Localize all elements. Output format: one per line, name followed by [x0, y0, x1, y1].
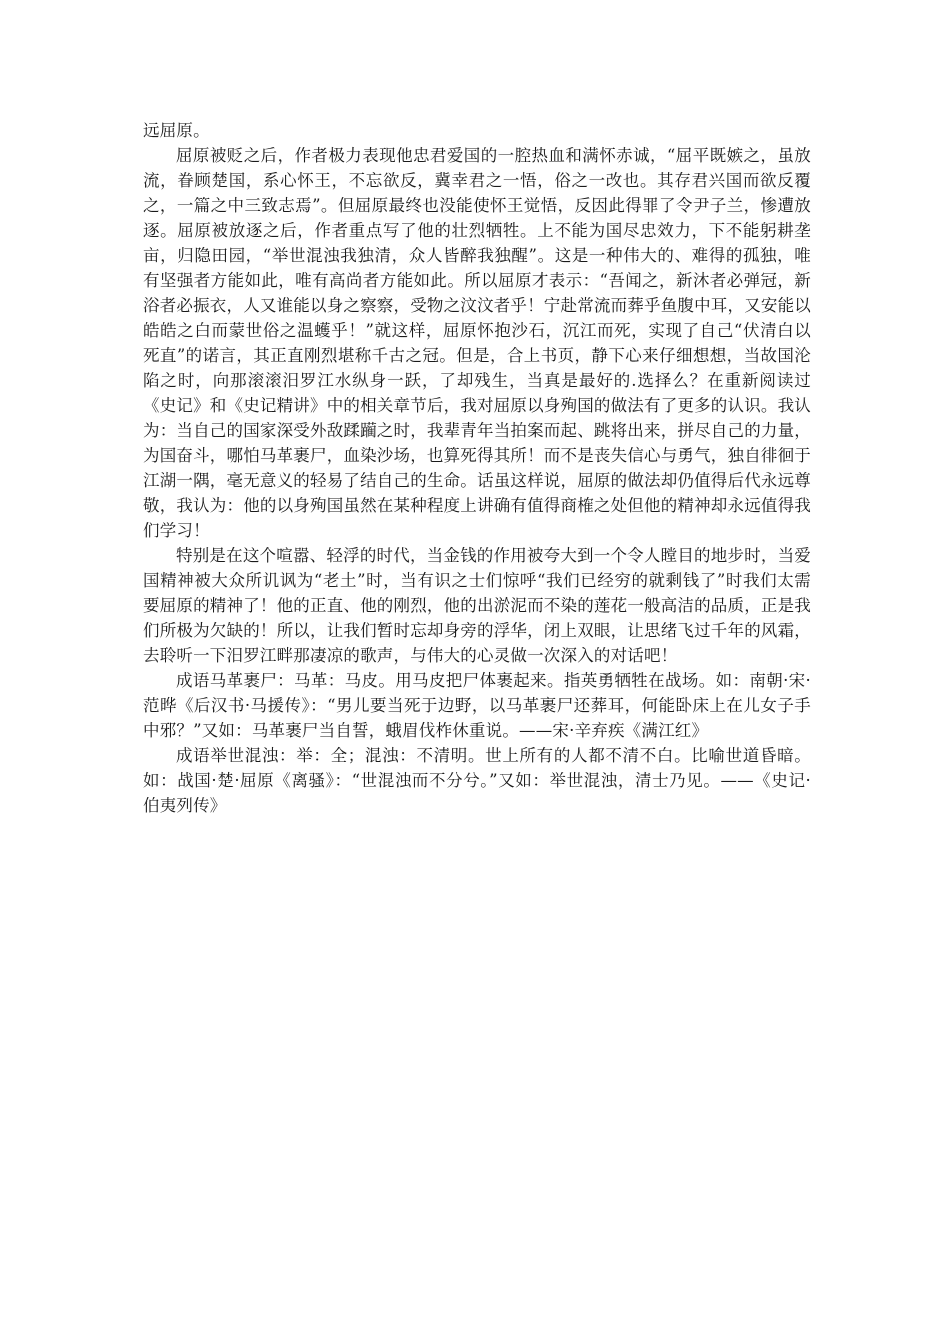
document-body — [143, 118, 811, 818]
paragraph-idiom-ma-ge-guo-shi: 成语马革裹尸：马革：马皮。用马皮把尸体裹起来。指英勇牺牲在战场。如：南朝·宋·范晔《后汉书·马援传》：“男儿要当死于边野，以马革裹尸还葬耳，何能卧床上在儿女子手中邪？”又如：马革裹尸当自誓，蛾眉伐柞休重说。——宋·辛弃疾《满江红》 — [143, 671, 811, 740]
paragraph-continuation: 远屈原。 — [143, 121, 210, 140]
paragraph-idiom-ju-shi-hun-zhuo: 成语举世混浊：举：全；混浊：不清明。世上所有的人都不清不白。比喻世道昏暗。如：战国·楚·屈原《离骚》：“世混浊而不分兮。”又如：举世混浊，清士乃见。——《史记·伯夷列传》 — [143, 746, 811, 815]
paragraph-qu-yuan-exile: 屈原被贬之后，作者极力表现他忠君爱国的一腔热血和满怀赤诚，“屈平既嫉之，虽放流，眷顾楚国，系心怀王，不忘欲反，冀幸君之一悟，俗之一改也。其存君兴国而欲反覆之，一篇之中三致志焉”。但屈原最终也没能使怀王觉悟，反因此得罪了令尹子兰，惨遭放逐。屈原被放逐之后，作者重点写了他的壮烈牺牲。上不能为国尽忠效力，下不能躬耕垄亩，归隐田园，“举世混浊我独清，众人皆醉我独醒”。这是一种伟大的、难得的孤独，唯有坚强者方能如此，唯有高尚者方能如此。所以屈原才表示：“吾闻之，新沐者必弹冠，新浴者必振衣，人又谁能以身之察察，受物之汶汶者乎！宁赴常流而葬乎鱼腹中耳，又安能以皓皓之白而蒙世俗之温蠖乎！”就这样，屈原怀抱沙石，沉江而死，实现了自己“伏清白以死直”的诺言，其正直刚烈堪称千古之冠。但是，合上书页，静下心来仔细想想，当故国沦陷之时，向那滚滚汨罗江水纵身一跃，了却残生，当真是最好的.选择么？在重新阅读过《史记》和《史记精讲》中的相关章节后，我对屈原以身殉国的做法有了更多的认识。我认为：当自己的国家深受外敌蹂躏之时，我辈青年当拍案而起、跳将出来，拼尽自己的力量，为国奋斗，哪怕马革裹尸，血染沙场，也算死得其所！而不是丧失信心与勇气，独自徘徊于江湖一隅，毫无意义的轻易了结自己的生命。话虽这样说，屈原的做法却仍值得后代永远尊敬，我认为：他的以身殉国虽然在某种程度上讲确有值得商榷之处但他的精神却永远值得我们学习！ — [143, 146, 811, 540]
paragraph-modern-era: 特别是在这个喧嚣、轻浮的时代，当金钱的作用被夸大到一个令人瞠目的地步时，当爱国精神被大众所讥讽为“老土”时，当有识之士们惊呼“我们已经穷的就剩钱了”时我们太需要屈原的精神了！他的正直、他的刚烈，他的出淤泥而不染的莲花一般高洁的品质，正是我们所极为欠缺的！所以，让我们暂时忘却身旁的浮华，闭上双眼，让思绪飞过千年的风霜，去聆听一下汨罗江畔那凄凉的歌声，与伟大的心灵做一次深入的对话吧！ — [143, 546, 811, 665]
